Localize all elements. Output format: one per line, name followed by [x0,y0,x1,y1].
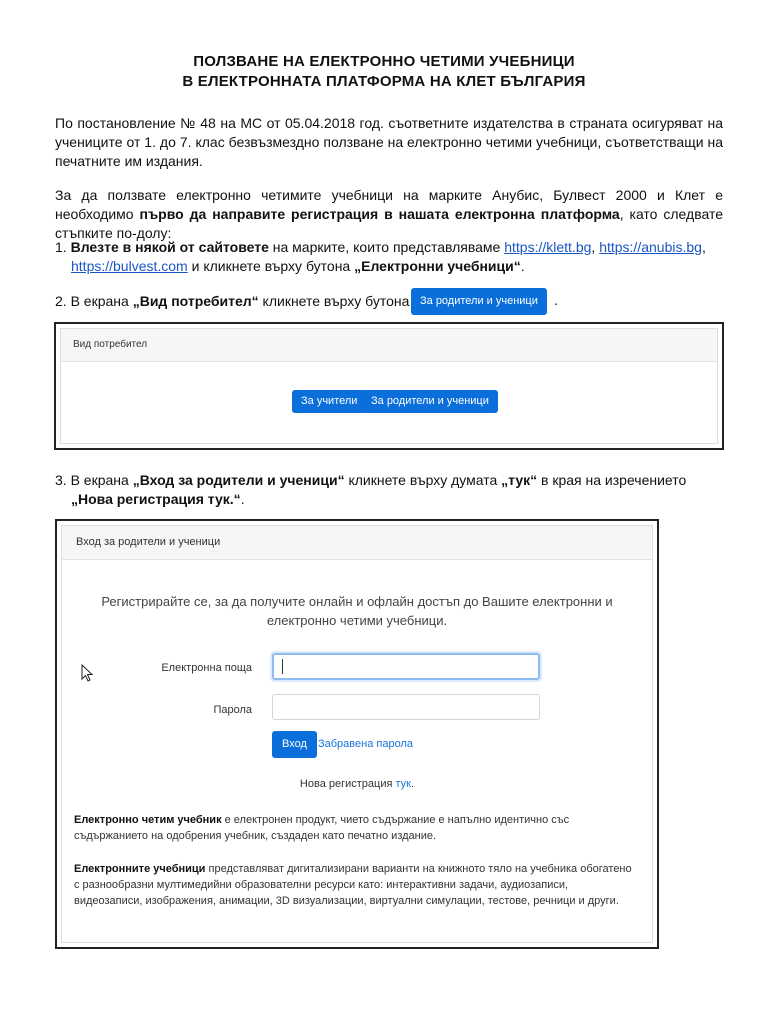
step-1-text: на марките, които представляваме [268,239,505,255]
new-registration-end: . [411,778,415,790]
email-input[interactable] [272,653,540,680]
link-anubis[interactable]: https://anubis.bg [599,239,702,255]
step-2-end: . [554,292,558,308]
step-3-end: . [240,491,245,507]
email-label: Електронна поща [161,662,252,674]
step-2-text: В екрана [70,293,133,309]
ereader-description [74,812,634,844]
step-3-bold-3: „Нова регистрация тук.“ [71,491,241,507]
login-button[interactable]: Вход [272,731,317,758]
etextbook-description-text: представляват дигитализирани варианти на книжното тяло на учебника обогатено с разнообразни мултимедийни образователни ресурси като: интерактивни задачи, аудиозаписи, видеозаписи, изображения, анимации, 3D визуализации, виртуални симулации, тестове, речници и други. [74,863,632,907]
step-3-bold: „Вход за родители и ученици“ [132,472,345,488]
password-input[interactable] [272,694,540,720]
step-2-bold: „Вид потребител“ [132,293,259,309]
step-3 [55,471,735,509]
ereader-description-bold: Електронно четим учебник [74,814,222,826]
login-intro-text: Регистрирайте се, за да получите онлайн и офлайн достъп до Вашите електронни и електронно четими учебници. [101,594,613,628]
user-type-panel [60,328,718,444]
step-1-bold-2: „Електронни учебници“ [354,258,521,274]
teachers-button[interactable]: За учители [292,390,366,413]
step-1-sep-1: , [591,239,600,255]
instructions-bold: първо да направите регистрация в нашата електронна платформа [139,206,620,222]
step-3-text: В екрана [70,472,133,488]
etextbook-description [74,861,634,909]
screenshot-login [55,519,659,949]
instructions-paragraph [55,186,723,243]
step-3-text-2: кликнете върху думата [344,472,502,488]
new-registration [62,778,652,790]
link-klett[interactable]: https://klett.bg [504,239,592,255]
step-1-text-2: и кликнете върху бутона [187,258,355,274]
mouse-pointer-icon [81,664,93,682]
step-3-bold-2: „тук“ [501,472,538,488]
step-1-sep-2: , [701,239,706,255]
title-line-2: В ЕЛЕКТРОННАТА ПЛАТФОРМА НА КЛЕТ БЪЛГАРИЯ [182,73,586,90]
new-registration-link[interactable]: тук [395,778,411,790]
step-3-text-3: в края на изречението [537,472,687,488]
user-type-header: Вид потребител [61,329,717,362]
title-line-1: ПОЛЗВАНЕ НА ЕЛЕКТРОННО ЧЕТИМИ УЧЕБНИЦИ [193,53,575,70]
new-registration-text: Нова регистрация [299,778,396,790]
password-label: Парола [213,704,252,716]
step-1-number: 1. [55,239,71,255]
step-1-bold: Влезте в някой от сайтовете [70,239,269,255]
step-3-number: 3. [55,472,71,488]
login-panel [61,525,653,943]
etextbook-description-bold: Електронните учебници [74,863,206,875]
step-1-end: . [520,258,525,274]
login-header: Вход за родители и ученици [62,526,652,560]
step-2-number: 2. [55,293,71,309]
step-1 [55,238,735,276]
ereader-description-text: е електронен продукт, чието съдържание е напълно идентично със съдържанието на одобрения учебник, създаден като печатно издание. [74,814,570,842]
inline-parents-button[interactable]: За родители и ученици [411,288,547,315]
step-2 [55,292,735,311]
instructions-text-2: , като следвате стъпките по-долу: [55,206,724,241]
step-2-text-2: кликнете върху бутона [258,293,410,309]
text-caret [282,659,283,674]
document-title [0,52,768,92]
forgot-password-link[interactable]: Забравена парола [318,738,413,750]
parents-students-button[interactable]: За родители и ученици [362,390,498,413]
screenshot-user-type [54,322,724,450]
link-bulvest[interactable]: https://bulvest.com [71,258,188,274]
instructions-text-1: За да ползвате електронно четимите учебници на марките Анубис, Булвест 2000 и Клет е необходимо [55,187,723,222]
intro-paragraph: По постановление № 48 на МС от 05.04.2018 год. съответните издателства в страната осигуряват на учениците от 1. до 7. клас безвъзмездно ползване на електронно четими учебници, съответстващи на печатните им издания. [55,115,723,169]
